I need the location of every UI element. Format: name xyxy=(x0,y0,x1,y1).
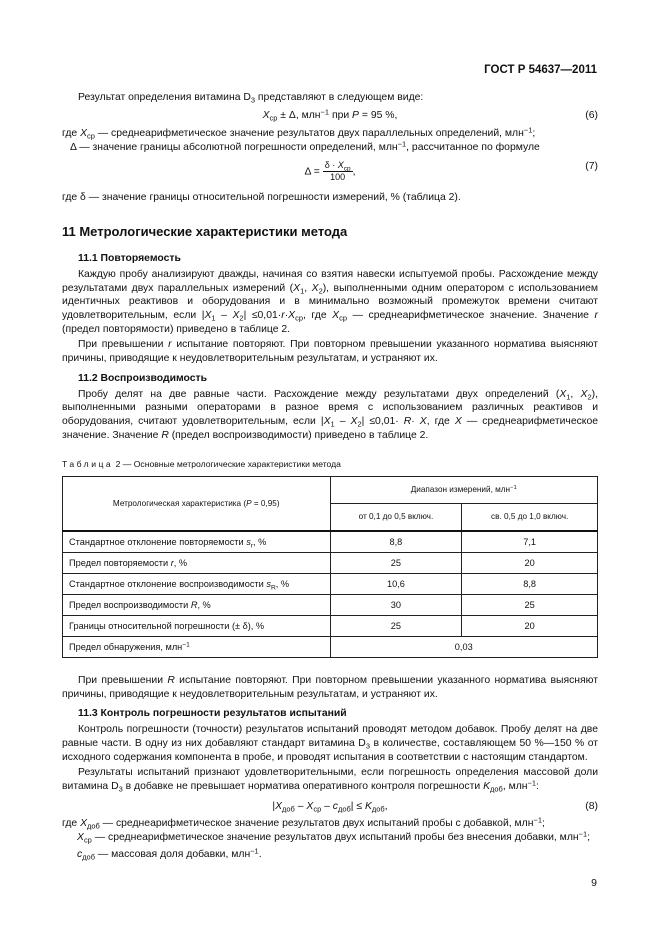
formula-number: (8) xyxy=(585,800,598,812)
text-run: При превышении xyxy=(78,339,169,351)
where-line xyxy=(62,831,598,845)
text-run: Предел повторяемости xyxy=(69,558,171,569)
text-run: c xyxy=(332,800,338,812)
paragraph xyxy=(62,388,598,443)
text-run: r xyxy=(594,310,598,322)
text-run: : xyxy=(536,780,539,792)
text-run: R xyxy=(403,415,412,427)
text-run: −1 xyxy=(320,106,330,116)
metrology-table xyxy=(62,476,598,658)
value-range1: 25 xyxy=(330,616,462,637)
text-run: , где xyxy=(426,415,455,427)
text-run: −1 xyxy=(523,125,533,135)
header-characteristic xyxy=(63,477,331,532)
text-run: −1 xyxy=(527,778,537,788)
text-run: испытание повторяют. При повторном превышении указанного норматива выясняют причины, приводящие к неудовлетворительным результатам, и устраняют их. xyxy=(62,675,598,700)
text-run: Результаты испытаний признают удовлетворительными, если погрешность определения массовой доли витамина D xyxy=(62,767,598,792)
text-run: , % xyxy=(197,600,211,611)
text-run: X xyxy=(80,818,87,830)
text-run: , рассчитанное по формуле xyxy=(406,142,540,154)
text-run: r xyxy=(281,310,285,322)
where-line xyxy=(62,191,598,205)
paragraph xyxy=(62,766,598,793)
text-run: Результат определения витамина D xyxy=(78,92,251,103)
text-run: ср xyxy=(87,132,95,142)
formula-body xyxy=(272,801,387,812)
text-run: доб xyxy=(87,822,100,831)
caption-label: Таблица xyxy=(62,459,114,470)
text-run: s xyxy=(246,537,251,548)
formula-8 xyxy=(62,800,598,814)
text-run: – xyxy=(294,800,307,812)
section-heading: 11 Метрологические характеристики метода xyxy=(62,223,348,239)
text-run: 2 xyxy=(239,313,244,323)
table-row xyxy=(63,553,598,574)
text-run: – xyxy=(334,415,351,427)
text-run: ± Δ, млн xyxy=(277,109,321,121)
text-run: | xyxy=(272,800,276,812)
subsection-heading: 11.1 Повторяемость xyxy=(78,253,181,265)
value-range2: 7,1 xyxy=(462,531,598,553)
text-run: X xyxy=(323,415,331,427)
text-run: δ · xyxy=(324,159,338,170)
row-label xyxy=(63,574,331,595)
text-run: X xyxy=(288,310,296,322)
text-run: r xyxy=(170,558,174,569)
value-detection-limit: 0,03 xyxy=(330,637,598,658)
text-run: −1 xyxy=(510,485,517,492)
text-run: | ≤ xyxy=(350,800,365,812)
text-run: R xyxy=(161,429,169,441)
value-range1: 25 xyxy=(330,553,462,574)
text-run: Пробу делят на две равные части. Расхождение между результатами двух определений ( xyxy=(78,388,560,400)
text-run: X xyxy=(293,282,301,294)
formula-tail: , xyxy=(352,166,356,178)
row-label xyxy=(63,531,331,553)
value-range2: 20 xyxy=(462,553,598,574)
text-run: — среднеарифметическое значение результатов двух параллельных определений, млн xyxy=(94,128,524,140)
paragraph xyxy=(62,268,598,337)
table-row xyxy=(63,637,598,658)
text-run: При превышении xyxy=(78,675,168,687)
text-run: = 95 %, xyxy=(358,109,398,121)
text-run: c xyxy=(77,848,83,860)
text-run: X xyxy=(332,310,340,322)
text-run: X xyxy=(311,282,319,294)
row-label xyxy=(63,553,331,574)
where-line xyxy=(62,848,598,862)
text-run: = 0,95) xyxy=(251,498,280,508)
table-caption xyxy=(62,458,598,472)
text-run: Диапазон измерений, млн xyxy=(410,485,511,495)
text-run: в количестве, составляющем 50 %—150 % от исходного содержания компонента в пробе, и проводят испытания в соответствии с настоящим стандартом. xyxy=(62,737,599,763)
row-label xyxy=(63,616,331,637)
text-run: ), выполненными разными операторами в разное время с использованием различных реактивов и оборудования, считают удовлетворительным, если | xyxy=(62,388,598,427)
formula-number: (6) xyxy=(585,109,598,121)
text-run: X xyxy=(77,832,84,844)
page-content xyxy=(62,91,598,862)
text-run: R xyxy=(167,675,175,687)
text-run: (предел повторямости) приведено в таблице 2. xyxy=(62,323,291,335)
text-run: ср xyxy=(83,835,92,845)
text-run: r xyxy=(168,339,172,351)
text-run: P xyxy=(352,109,359,121)
text-run: – xyxy=(215,310,233,322)
formula-number: (7) xyxy=(585,160,598,172)
text-run: . xyxy=(258,848,262,860)
table-row xyxy=(63,595,598,616)
value-range1: 30 xyxy=(330,595,462,616)
text-run: — среднеарифметическое значение результатов двух испытаний пробы с добавкой, млн xyxy=(99,818,534,830)
text-run: Метрологическая характеристика ( xyxy=(112,498,247,508)
text-run: −1 xyxy=(182,641,190,649)
text-run: X xyxy=(232,310,240,322)
text-run: доб xyxy=(282,804,295,814)
formula-7 xyxy=(62,160,598,183)
text-run: s xyxy=(266,579,271,590)
text-run: 1 xyxy=(566,392,571,402)
text-run: (предел воспроизводимости) приведено в таблице 2. xyxy=(168,429,429,441)
document-id: ГОСТ Р 54637—2011 xyxy=(484,64,597,76)
text-run: доб xyxy=(82,852,95,862)
caption-text: 2 — Основные метрологические характеристики метода xyxy=(113,459,341,470)
page-number: 9 xyxy=(591,877,597,889)
text-run: X xyxy=(580,388,588,400)
text-run: где xyxy=(62,128,81,140)
text-run: X xyxy=(337,159,344,170)
fraction xyxy=(323,160,353,183)
text-run: −1 xyxy=(250,846,259,856)
text-run: , где xyxy=(302,310,333,322)
text-run: · xyxy=(284,310,289,322)
text-run: Предел обнаружения, млн xyxy=(69,642,183,653)
text-run: испытание повторяют. При повторном превышении указанного норматива выясняют причины, приводящие к неудовлетворительным результатам, и устраняют их. xyxy=(62,339,599,365)
text-run: −1 xyxy=(578,829,588,839)
paragraph xyxy=(62,723,598,764)
where-line xyxy=(62,141,598,155)
text-run: 3 xyxy=(118,784,123,794)
text-run: Стандартное отклонение воспроизводимости xyxy=(69,579,267,590)
subsection-heading: 11.3 Контроль погрешности результатов испытаний xyxy=(78,708,347,720)
paragraph xyxy=(62,338,598,365)
text-run: Каждую пробу анализируют дважды, начиная со взятия навески испытуемой пробы. Расхождение между результатами двух параллельных измерений ( xyxy=(62,268,598,294)
text-run: 1 xyxy=(211,313,216,323)
text-run: , xyxy=(304,282,312,294)
text-run: ; xyxy=(532,128,536,140)
text-run: где xyxy=(62,818,81,830)
text-run: ср xyxy=(295,313,303,323)
text-run: , xyxy=(570,388,581,400)
text-run: P xyxy=(246,498,252,508)
formula-left: Δ = xyxy=(304,166,323,178)
text-run: , % xyxy=(253,537,267,548)
text-run: ; xyxy=(541,818,545,830)
numerator xyxy=(323,160,353,172)
where-line xyxy=(62,817,598,831)
text-run: ; xyxy=(587,832,591,844)
text-run: 1 xyxy=(300,286,305,296)
text-run: 1 xyxy=(330,419,335,429)
text-run: · xyxy=(411,415,420,427)
text-run: Стандартное отклонение повторяемости xyxy=(69,537,247,548)
text-run: R xyxy=(270,584,276,592)
denominator: 100 xyxy=(330,171,346,182)
text-run: 2 xyxy=(357,419,362,429)
text-run: , % xyxy=(173,558,188,569)
text-run: X xyxy=(306,800,314,812)
text-run: при xyxy=(329,109,353,121)
value-range2: 20 xyxy=(462,616,598,637)
header-col2: св. 0,5 до 1,0 включ. xyxy=(462,504,598,532)
text-run: X xyxy=(419,415,427,427)
text-run: 2 xyxy=(318,286,323,296)
text-run: −1 xyxy=(397,139,407,149)
text-run: представляют в следующем виде: xyxy=(255,92,424,103)
text-run: – xyxy=(321,800,333,812)
text-run: 3 xyxy=(365,741,370,751)
text-run: X xyxy=(350,415,358,427)
paragraph xyxy=(62,91,598,105)
value-range2: 25 xyxy=(462,595,598,616)
paragraph xyxy=(62,674,598,701)
text-run: ср xyxy=(269,113,278,123)
text-run: доб xyxy=(337,804,351,814)
text-run: — массовая доля добавки, млн xyxy=(95,848,251,860)
text-run: X xyxy=(204,310,212,322)
text-run: ср xyxy=(339,313,347,323)
text-run: | ≤0,01· xyxy=(243,310,282,322)
text-run: — среднеарифметическое значение результатов двух испытаний пробы без внесения добавки, млн xyxy=(91,832,579,844)
text-run: R xyxy=(190,600,198,611)
text-run: | ≤0,01· xyxy=(361,415,404,427)
table-body xyxy=(63,531,598,658)
text-run: в добавке не превышает норматива оперативного контроля погрешности xyxy=(122,780,484,792)
text-run: где δ — значение границы относительной погрешности измерений, % (таблица 2). xyxy=(62,191,461,203)
header-range xyxy=(330,477,598,504)
text-run: ср xyxy=(313,804,322,814)
text-run: — среднеарифметическое значение. Значение xyxy=(347,310,595,322)
text-run: Границы относительной погрешности (± δ), % xyxy=(69,621,265,632)
text-run: , млн xyxy=(502,780,528,792)
text-run: 3 xyxy=(250,95,256,105)
text-run: доб xyxy=(371,804,385,814)
value-range1: 8,8 xyxy=(330,531,462,553)
table-row xyxy=(63,616,598,637)
text-run: , % xyxy=(275,579,289,590)
header-col1: от 0,1 до 0,5 включ. xyxy=(330,504,462,532)
text-run: X xyxy=(275,800,283,812)
text-run: −1 xyxy=(533,815,542,825)
table-row xyxy=(63,531,598,553)
table-row xyxy=(63,574,598,595)
row-label xyxy=(63,595,331,616)
value-range2: 8,8 xyxy=(462,574,598,595)
text-run: — среднеарифметическое значение. Значение xyxy=(62,415,599,441)
text-run: Контроль погрешности (точности) результатов испытаний проводят методом добавок. Пробу делят на две равные части. В одну из них добавляют стандарт витамина D xyxy=(62,724,598,749)
text-run: K xyxy=(483,780,491,792)
text-run: , xyxy=(384,800,388,812)
text-run: r xyxy=(250,542,253,550)
formula-6 xyxy=(62,106,598,123)
text-run: X xyxy=(262,109,270,121)
text-run: доб xyxy=(490,784,503,794)
text-run: Δ — значение границы абсолютной погрешности определений, млн xyxy=(70,142,398,154)
text-run: ), выполненными одним оператором с использованием идентичных реактивов и оборудования и в минимально возможный промежуток времени считают удовлетворительным, если | xyxy=(62,282,599,322)
text-run: Предел воспроизводимости xyxy=(69,600,191,611)
row-label xyxy=(63,637,331,658)
value-range1: 10,6 xyxy=(330,574,462,595)
subsection-heading: 11.2 Воспроизводимость xyxy=(78,372,208,384)
where-line xyxy=(62,127,598,141)
text-run: 2 xyxy=(587,392,592,402)
text-run: X xyxy=(559,388,567,400)
formula-body xyxy=(262,106,398,123)
text-run: X xyxy=(454,415,462,427)
text-run: ср xyxy=(343,165,351,173)
text-run: K xyxy=(364,800,372,812)
text-run: X xyxy=(80,128,87,140)
